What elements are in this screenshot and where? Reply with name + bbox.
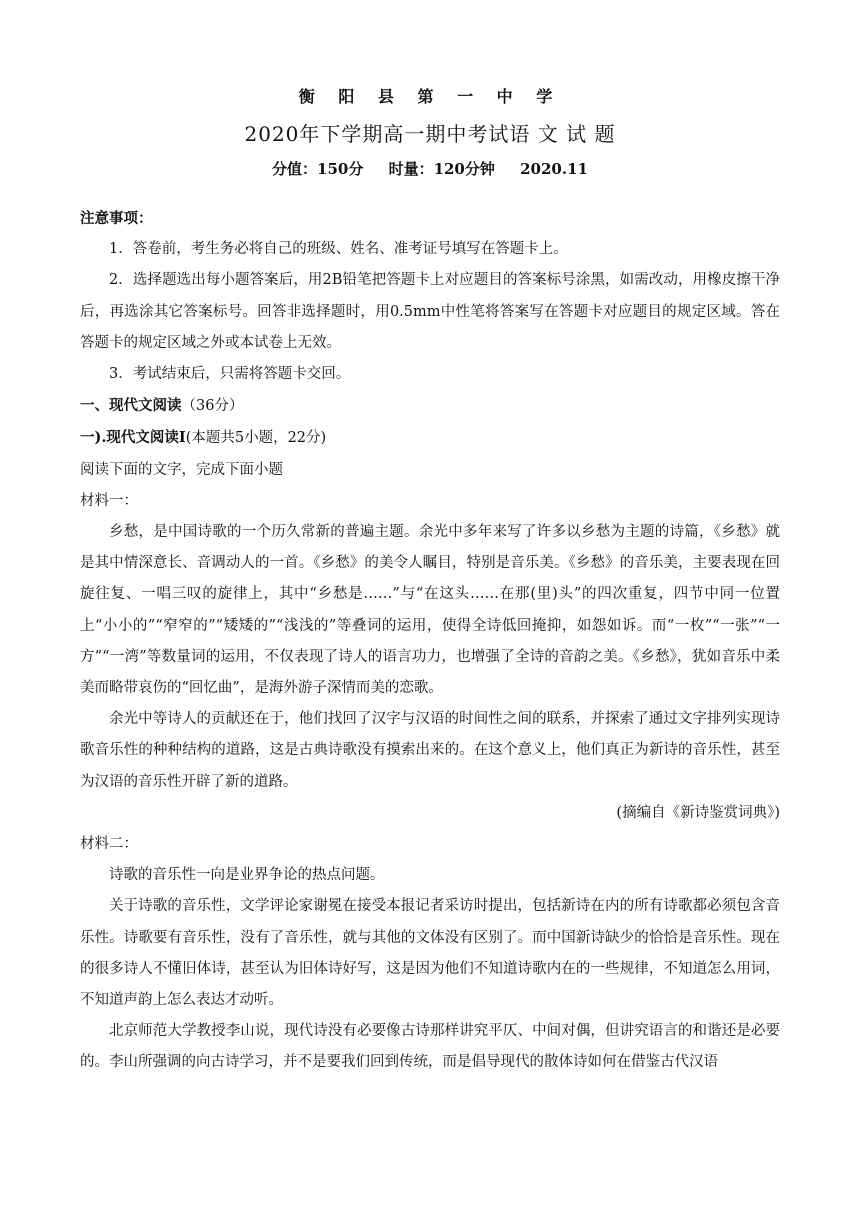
- subsection-heading-title: 一).现代文阅读Ⅰ: [80, 429, 186, 447]
- section-heading: [80, 390, 780, 422]
- notice-item: 3．考试结束后，只需将答题卡交回。: [109, 366, 351, 383]
- section-heading-title: 一、现代文阅读: [80, 397, 182, 415]
- school-name: 衡 阳 县 第 一 中 学: [298, 87, 562, 106]
- material-paragraph: 余光中等诗人的贡献还在于，他们找回了汉字与汉语的时间性之间的联系，并探索了通过文字排列实现诗歌音乐性的种种结构的道路，这是古典诗歌没有摸索出来的。在这个意义上，他们真正为新诗的音乐性，甚至为汉语的音乐性开辟了新的道路。: [80, 711, 780, 790]
- material-source: (摘编自《新诗鉴赏词典》): [616, 804, 780, 821]
- section-heading-score: （36分）: [181, 398, 244, 415]
- notice-heading: 注意事项：: [80, 210, 153, 227]
- exam-content: [80, 203, 780, 1079]
- notice-item: 1．答卷前，考生务必将自己的班级、姓名、准考证号填写在答题卡上。: [109, 241, 568, 258]
- date-info: 2020.11: [520, 160, 588, 178]
- exam-meta: [0, 158, 860, 179]
- exam-title: 2020年下学期高一期中考试语 文 试 题: [244, 122, 616, 146]
- subsection-heading-note: (本题共5小题，22分): [185, 430, 327, 447]
- instruction: 阅读下面的文字，完成下面小题: [80, 461, 283, 478]
- material-paragraph: 诗歌的音乐性一向是业界争论的热点问题。: [109, 867, 385, 884]
- material-paragraph: 乡愁，是中国诗歌的一个历久常新的普遍主题。余光中多年来写了许多以乡愁为主题的诗篇，《乡愁》就是其中情深意长、音调动人的一首。《乡愁》的美令人瞩目，特别是音乐美。《乡愁》的音乐美，主要表现在回旋往复、一唱三叹的旋律上，其中“乡愁是……”与“在这头……在那(里)头”的四次重复，四节中同一位置上“小小的”“窄窄的”“矮矮的”“浅浅的”等叠词的运用，使得全诗低回掩抑，如怨如诉。而“一枚”“一张”“一方”“一湾”等数量词的运用，不仅表现了诗人的语言功力，也增强了全诗的音韵之美。《乡愁》，犹如音乐中柔美而略带哀伤的“回忆曲”，是海外游子深情而美的恋歌。: [80, 524, 780, 697]
- material-label: 材料一：: [80, 492, 138, 509]
- score-info: 分值：150分: [272, 160, 364, 178]
- material-label: 材料二：: [80, 836, 138, 853]
- notice-item: 2．选择题选出每小题答案后，用2B铅笔把答题卡上对应题目的答案标号涂黑，如需改动，用橡皮擦干净后，再选涂其它答案标号。回答非选择题时，用0.5mm中性笔将答案写在答题卡对应题目的规定区域。答在答题卡的规定区域之外或本试卷上无效。: [80, 272, 780, 351]
- subsection-heading: [80, 422, 780, 454]
- material-paragraph: 关于诗歌的音乐性，文学评论家谢冕在接受本报记者采访时提出，包括新诗在内的所有诗歌都必须包含音乐性。诗歌要有音乐性，没有了音乐性，就与其他的文体没有区别了。而中国新诗缺少的恰恰是音乐性。现在的很多诗人不懂旧体诗，甚至认为旧体诗好写，这是因为他们不知道诗歌内在的一些规律，不知道怎么用词，不知道声韵上怎么表达才动听。: [80, 898, 780, 1009]
- time-info: 时量：120分钟: [388, 160, 495, 178]
- material-paragraph: 北京师范大学教授李山说，现代诗没有必要像古诗那样讲究平仄、中间对偶，但讲究语言的和谐还是必要的。李山所强调的向古诗学习，并不是要我们回到传统，而是倡导现代的散体诗如何在借鉴古代汉语: [80, 1023, 780, 1071]
